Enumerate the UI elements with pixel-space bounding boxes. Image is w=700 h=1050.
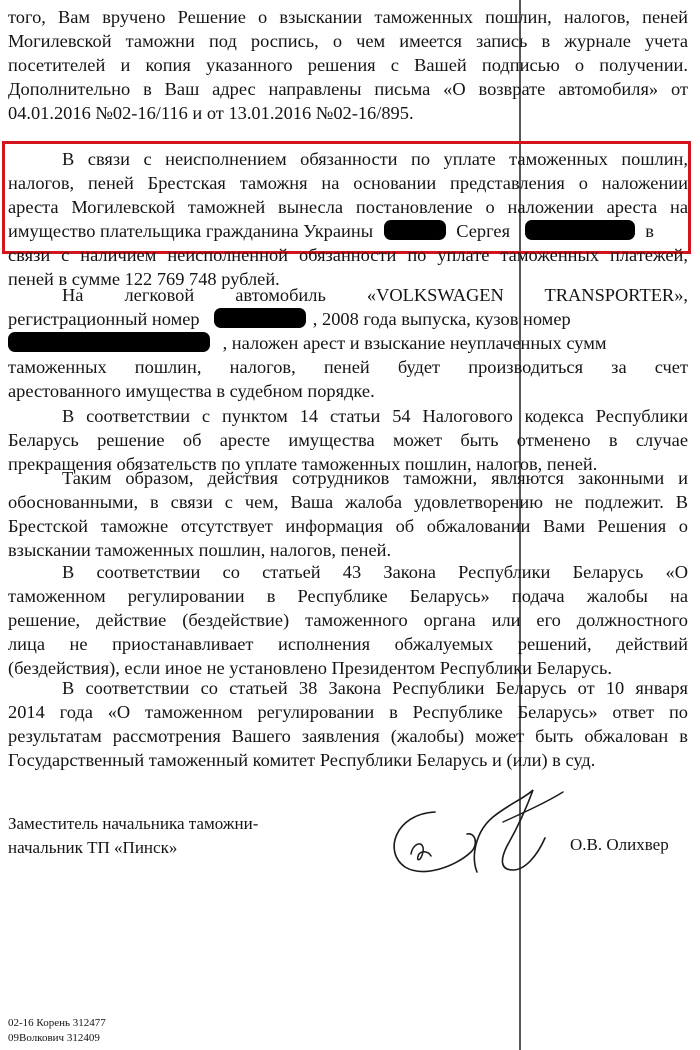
redaction-bar <box>8 332 210 352</box>
text-segment: , наложен арест и взыскание неуплаченных сумм <box>222 333 607 353</box>
text-line: арестованного имущества в судебном порядке. <box>8 381 375 401</box>
text-line: пеней в сумме 122 769 748 рублей. <box>8 269 280 289</box>
paragraph-5 <box>8 466 688 562</box>
paragraph-1 <box>8 5 688 125</box>
text-line: посетителей и копия указанного решения с Вашей подписью о получении. <box>8 55 688 75</box>
text-line: взыскании таможенных пошлин, налогов, пеней. <box>8 540 392 560</box>
text-line: В соответствии с пунктом 14 статьи 54 Налогового кодекса Республики <box>62 406 688 426</box>
text-line: решение, действие (бездействие) таможенного органа или его должностного <box>8 610 688 630</box>
handwritten-signature <box>375 762 575 887</box>
text-line: ареста Могилевской таможней вынесла постановление о наложении ареста на <box>8 197 688 217</box>
text-line: того, Вам вручено Решение о взыскании таможенных пошлин, налогов, пеней <box>8 7 688 27</box>
text-line: В связи с неисполнением обязанности по уплате таможенных пошлин, <box>62 149 688 169</box>
text-line: результатам рассмотрения Вашего заявления (жалобы) может быть обжалован в <box>8 726 688 746</box>
text-line: налогов, пеней Брестская таможня на основании представления о наложении <box>8 173 688 193</box>
text-line: таможенном регулировании в Республике Беларусь» подача жалобы на <box>8 586 688 606</box>
text-line: Дополнительно в Ваш адрес направлены письма «О возврате автомобиля» от <box>8 79 688 99</box>
text-line: лица не приостанавливает исполнения обжалуемых решений, действий <box>8 634 688 654</box>
paragraph-6 <box>8 560 688 680</box>
paragraph-3 <box>8 283 688 403</box>
text-line: Могилевской таможни под роспись, о чем имеется запись в журнале учета <box>8 31 688 51</box>
text-segment: имущество плательщика гражданина Украины <box>8 221 374 241</box>
signatory-name: О.В. Олихвер <box>570 835 669 854</box>
redaction-bar <box>384 220 446 240</box>
executor-line: 02-16 Корень 312477 <box>8 1017 106 1029</box>
text-line <box>8 331 688 355</box>
text-segment: , 2008 года выпуска, кузов номер <box>312 309 571 329</box>
text-line <box>8 307 688 331</box>
signatory-title <box>8 812 258 860</box>
text-segment: в <box>645 221 654 241</box>
executor-line: 09Волкович 312409 <box>8 1032 100 1044</box>
text-line: прекращения обязательств по уплате таможенных пошлин, налогов, пеней. <box>8 454 598 474</box>
text-line: Государственный таможенный комитет Республики Беларусь и (или) в суд. <box>8 750 596 770</box>
redaction-bar <box>214 308 306 328</box>
text-line: Беларусь решение об аресте имущества может быть отменено в случае <box>8 430 688 450</box>
text-line <box>8 219 688 243</box>
text-line: Брестской таможне отсутствует информация об обжаловании Вами Решения о <box>8 516 688 536</box>
paragraph-2-highlighted <box>8 147 688 291</box>
redaction-bar <box>525 220 635 240</box>
text-line: В соответствии со статьей 38 Закона Республики Беларусь от 10 января <box>62 678 688 698</box>
text-segment: регистрационный номер <box>8 309 200 329</box>
text-line: связи с наличием неисполненной обязанности по уплате таможенных платежей, <box>8 245 688 265</box>
signatory-title-line: начальник ТП «Пинск» <box>8 838 178 857</box>
text-line: таможенных пошлин, налогов, пеней будет производиться за счет <box>8 357 688 377</box>
text-line: 04.01.2016 №02-16/116 и от 13.01.2016 №02-16/895. <box>8 103 414 123</box>
text-line: Таким образом, действия сотрудников таможни, являются законными и <box>62 468 688 488</box>
text-line: (бездействия), если иное не установлено Президентом Республики Беларусь. <box>8 658 612 678</box>
text-segment: Сергея <box>456 221 511 241</box>
text-line: 2014 года «О таможенном регулировании в Республике Беларусь» ответ по <box>8 702 688 722</box>
executor-notes <box>8 1016 106 1046</box>
paragraph-7 <box>8 676 688 772</box>
text-line: обоснованными, в связи с чем, Ваша жалоба удовлетворению не подлежит. В <box>8 492 688 512</box>
text-line: На легковой автомобиль «VOLKSWAGEN TRANSPORTER», <box>62 285 688 305</box>
signatory-title-line: Заместитель начальника таможни- <box>8 814 259 833</box>
text-line: В соответствии со статьей 43 Закона Республики Беларусь «О <box>62 562 688 582</box>
